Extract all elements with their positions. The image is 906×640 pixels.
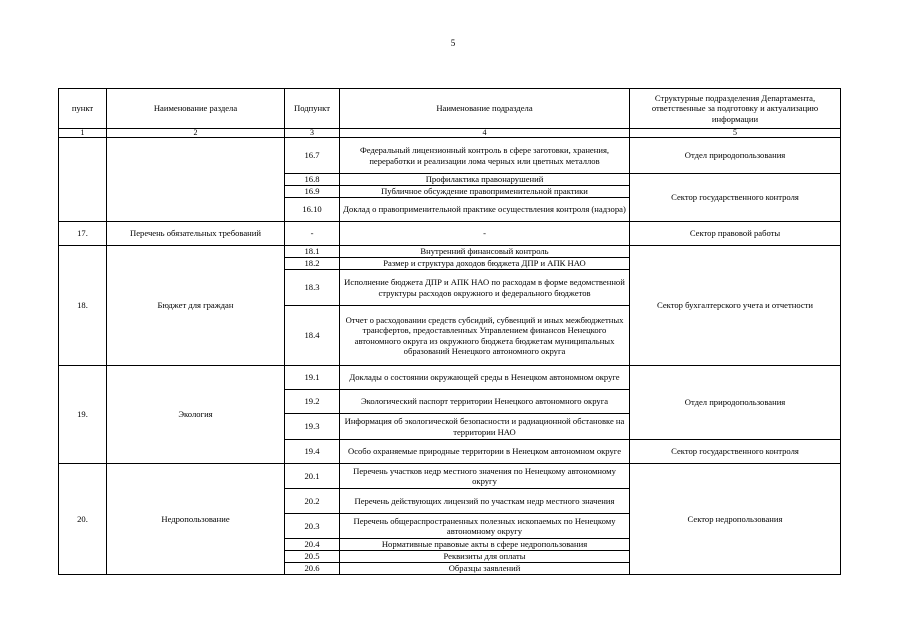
item-number: 19.: [59, 366, 107, 464]
column-number-row: [59, 129, 841, 138]
subitem-number: 16.10: [285, 198, 340, 222]
subitem-number: 16.7: [285, 138, 340, 174]
section-name: Экология: [107, 366, 285, 464]
responsible-unit: Сектор недропользования: [630, 464, 841, 575]
item-number: 18.: [59, 246, 107, 366]
subsection-name: Особо охраняемые природные территории в Ненецком автономном округе: [340, 440, 630, 464]
subsection-name: Отчет о расходовании средств субсидий, субвенций и иных межбюджетных трансфертов, предоставленных Управлением финансов Ненецкого автономного округа из окружного бюджета бюджетам муниципальных образований Ненецкого автономного округа: [340, 306, 630, 366]
table-row: [59, 366, 841, 390]
subitem-number: 20.3: [285, 514, 340, 539]
item-number: 17.: [59, 222, 107, 246]
column-number: 1: [59, 129, 107, 138]
subsection-name: Профилактика правонарушений: [340, 174, 630, 186]
responsible-unit: Отдел природопользования: [630, 138, 841, 174]
subitem-number: -: [285, 222, 340, 246]
subitem-number: 20.6: [285, 563, 340, 575]
table-row: [59, 246, 841, 258]
subsection-name: Перечень общераспространенных полезных ископаемых по Ненецкому автономному округу: [340, 514, 630, 539]
header-section-name: Наименование раздела: [107, 89, 285, 129]
subitem-number: 18.1: [285, 246, 340, 258]
column-number: 2: [107, 129, 285, 138]
subsection-name: Нормативные правовые акты в сфере недропользования: [340, 539, 630, 551]
section-name: Бюджет для граждан: [107, 246, 285, 366]
table-row: [59, 222, 841, 246]
subsection-name: Размер и структура доходов бюджета ДПР и АПК НАО: [340, 258, 630, 270]
subitem-number: 16.9: [285, 186, 340, 198]
page-number: 5: [450, 38, 456, 48]
subitem-number: 19.2: [285, 390, 340, 414]
column-number: 4: [340, 129, 630, 138]
subitem-number: 20.1: [285, 464, 340, 489]
subsection-name: Доклады о состоянии окружающей среды в Ненецком автономном округе: [340, 366, 630, 390]
subitem-number: 19.3: [285, 414, 340, 440]
responsible-unit: Отдел природопользования: [630, 366, 841, 440]
subitem-number: 18.4: [285, 306, 340, 366]
header-item-number: пункт: [59, 89, 107, 129]
subsection-name: Доклад о правоприменительной практике осуществления контроля (надзора): [340, 198, 630, 222]
subsection-name: -: [340, 222, 630, 246]
subitem-number: 19.4: [285, 440, 340, 464]
header-subitem: Подпункт: [285, 89, 340, 129]
subsection-name: Информация об экологической безопасности и радиационной обстановке на территории НАО: [340, 414, 630, 440]
column-number: 3: [285, 129, 340, 138]
responsible-unit: Сектор государственного контроля: [630, 440, 841, 464]
subsection-name: Исполнение бюджета ДПР и АПК НАО по расходам в форме ведомственной структуры расходов окружного и федерального бюджетов: [340, 270, 630, 306]
table-row: [59, 138, 841, 174]
subitem-number: 20.2: [285, 489, 340, 514]
item-number-cell: [59, 138, 107, 222]
subitem-number: 19.1: [285, 366, 340, 390]
subitem-number: 18.2: [285, 258, 340, 270]
subitem-number: 20.5: [285, 551, 340, 563]
subsection-name: Внутренний финансовый контроль: [340, 246, 630, 258]
header-subsection-name: Наименование подраздела: [340, 89, 630, 129]
section-name-cell: [107, 138, 285, 222]
subitem-number: 18.3: [285, 270, 340, 306]
column-number: 5: [630, 129, 841, 138]
subsection-name: Федеральный лицензионный контроль в сфере заготовки, хранения, переработки и реализации лома черных или цветных металлов: [340, 138, 630, 174]
subsection-name: Перечень действующих лицензий по участкам недр местного значения: [340, 489, 630, 514]
responsible-unit: Сектор бухгалтерского учета и отчетности: [630, 246, 841, 366]
section-name: Недропользование: [107, 464, 285, 575]
subitem-number: 16.8: [285, 174, 340, 186]
subsection-name: Перечень участков недр местного значения по Ненецкому автономному округу: [340, 464, 630, 489]
responsible-unit: Сектор государственного контроля: [630, 174, 841, 222]
subsection-name: Экологический паспорт территории Ненецкого автономного округа: [340, 390, 630, 414]
subsection-name: Публичное обсуждение правоприменительной практики: [340, 186, 630, 198]
item-number: 20.: [59, 464, 107, 575]
responsible-unit: Сектор правовой работы: [630, 222, 841, 246]
header-row: [59, 89, 841, 129]
section-name: Перечень обязательных требований: [107, 222, 285, 246]
table-row: [59, 464, 841, 489]
subitem-number: 20.4: [285, 539, 340, 551]
subsection-name: Образцы заявлений: [340, 563, 630, 575]
header-responsible-units: Структурные подразделения Департамента, ответственные за подготовку и актуализацию информации: [630, 89, 841, 129]
sections-table: [58, 88, 841, 575]
subsection-name: Реквизиты для оплаты: [340, 551, 630, 563]
